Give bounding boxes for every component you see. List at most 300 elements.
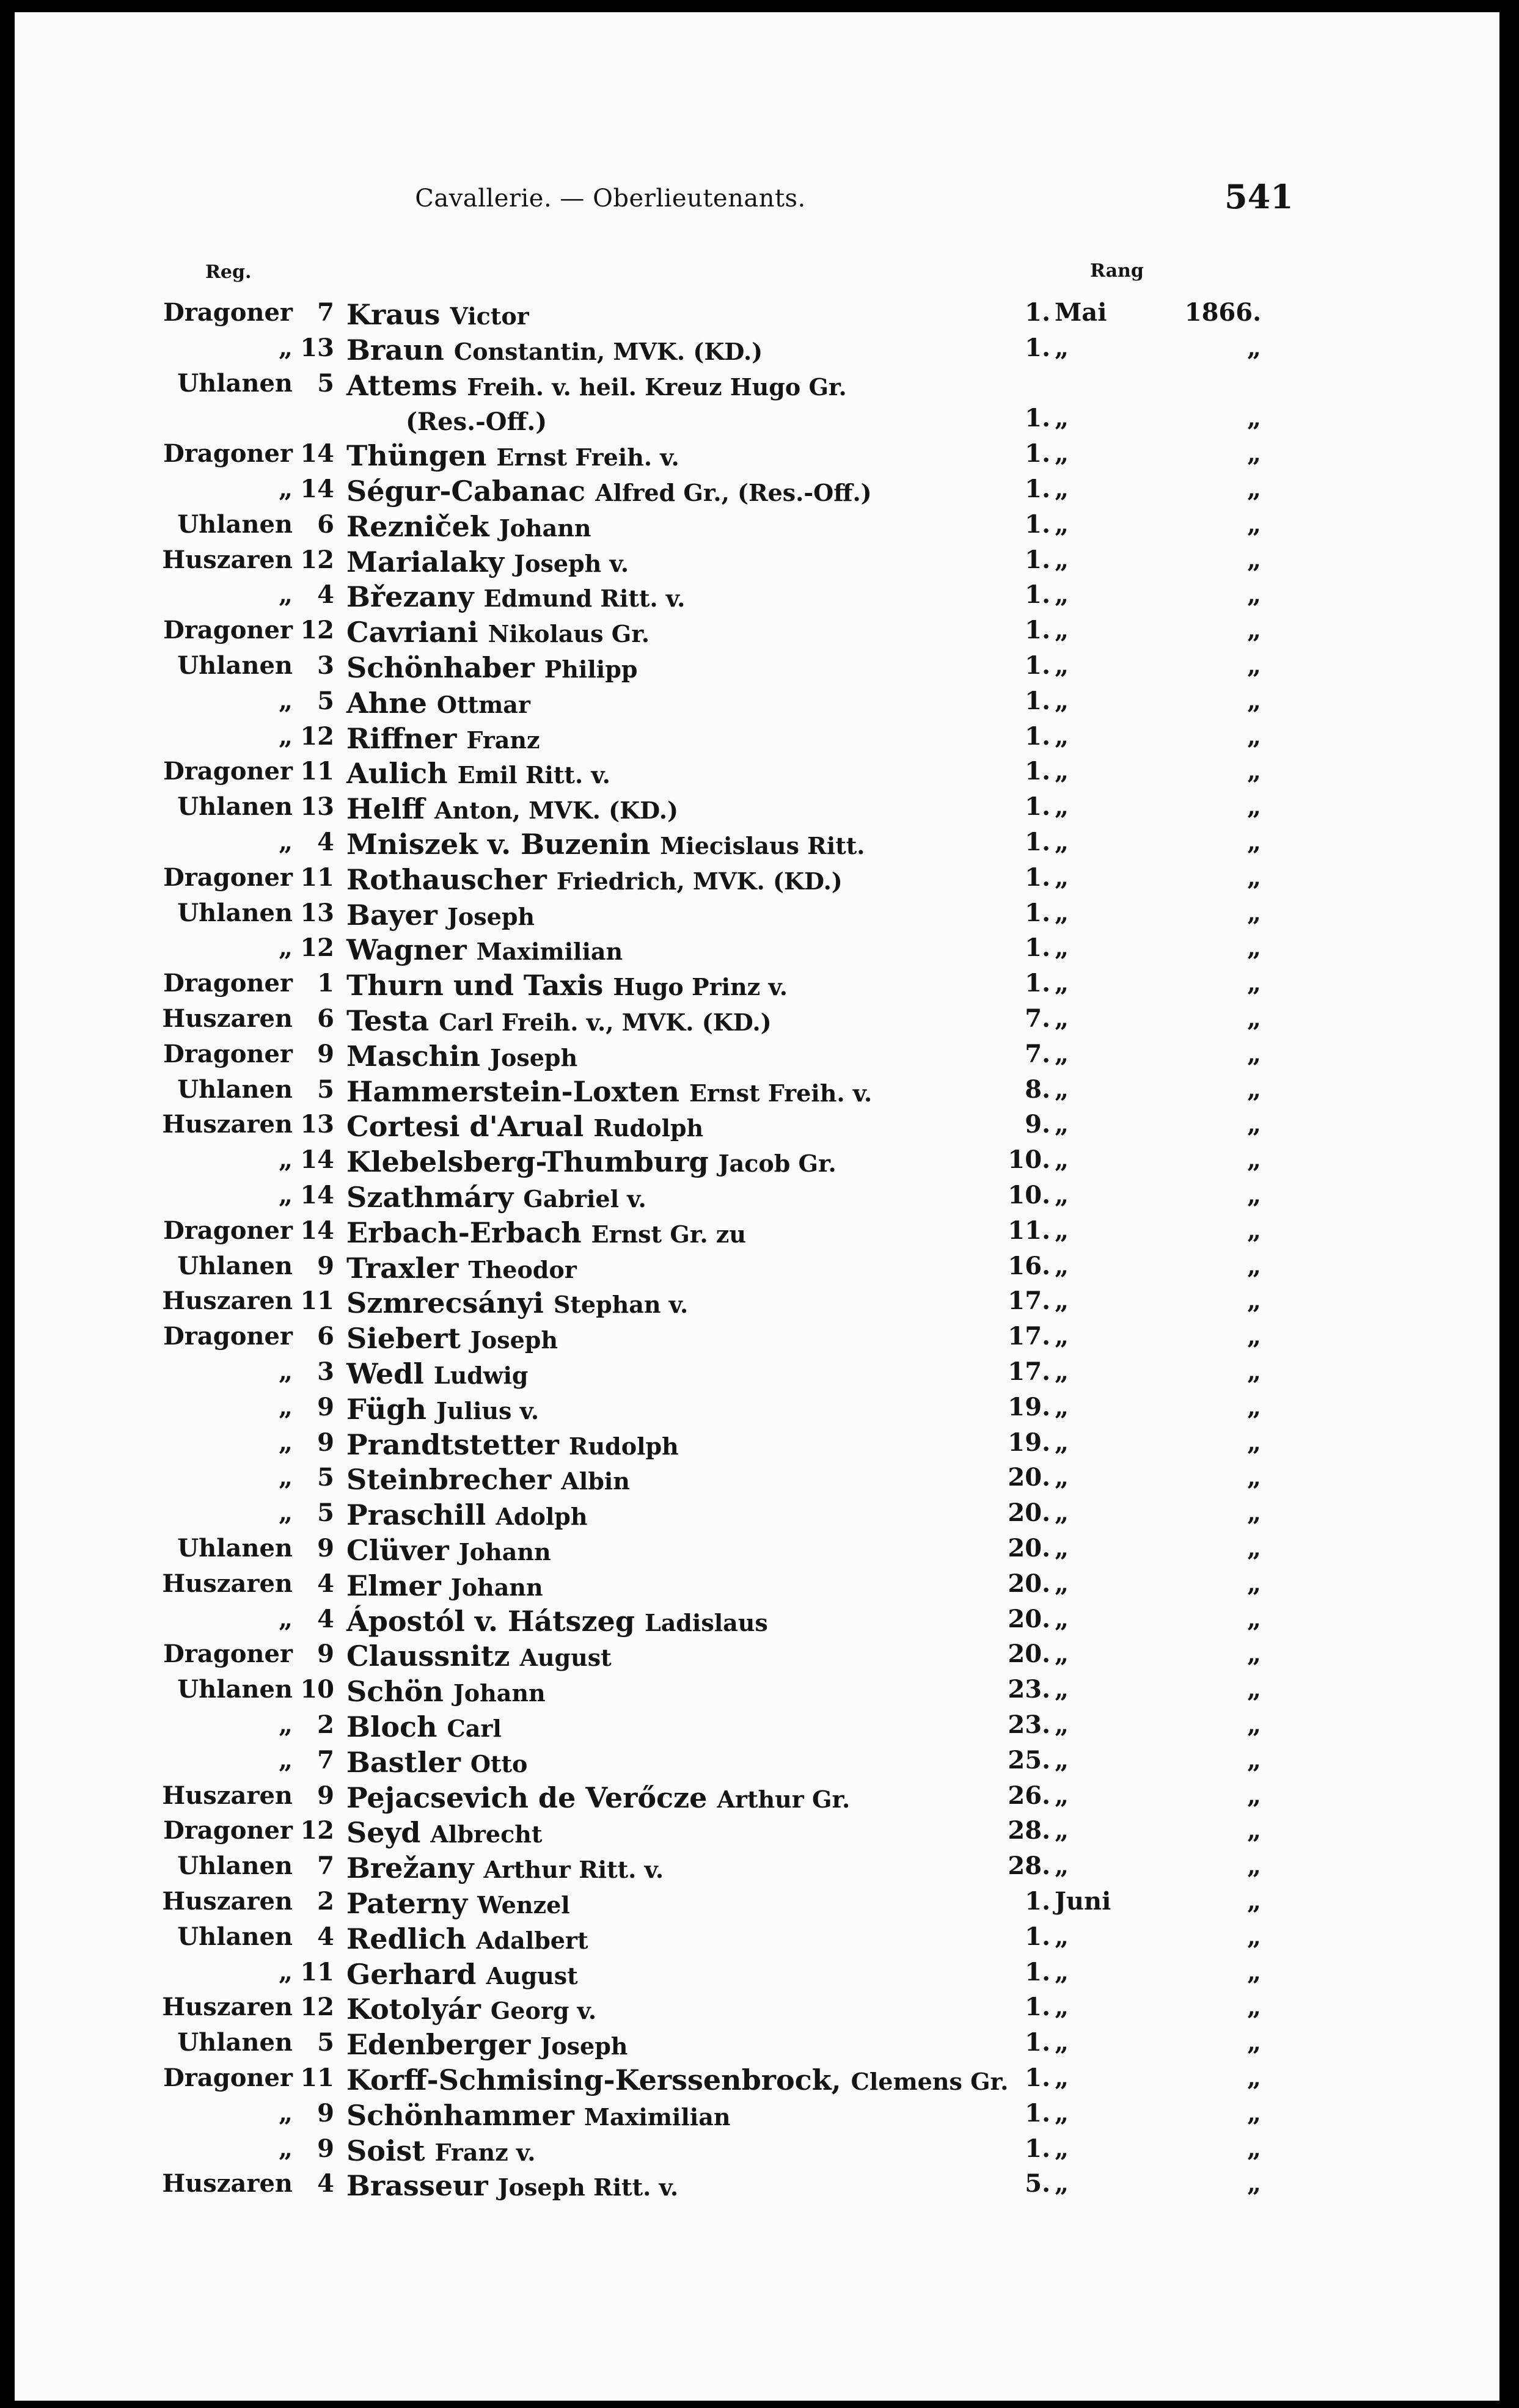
given-name-title: Alfred Gr., (Res.-Off.) [595,479,872,506]
given-name-title: (Res.-Off.) [406,407,547,437]
surname: Ségur-Cabanac [346,475,586,508]
list-item [15,1498,1499,1534]
list-item [15,1110,1499,1145]
regiment-number: 4 [317,1922,334,1951]
regiment-type: Dragoner [163,1816,293,1845]
rank-day: 23. [1008,1675,1050,1704]
regiment-type: Uhlanen [177,651,293,680]
regiment-type: Uhlanen [177,1922,293,1951]
regiment-type: Uhlanen [177,792,293,822]
given-name-title: Franz [466,726,540,754]
list-item [15,651,1499,687]
regiment-type: „ [278,1181,293,1209]
regiment-type: Dragoner [163,1322,293,1351]
officer-name [406,404,547,437]
rank-year: „ [1246,1286,1261,1316]
list-item [15,1357,1499,1393]
rank-year: „ [1246,545,1261,574]
list-item [15,2028,1499,2063]
rank-day: 1. [1025,969,1050,998]
regiment-type: „ [278,1145,293,1175]
surname: Szathmáry [346,1181,514,1214]
surname: Kotolyár [346,1993,481,2026]
given-name-title: Arthur Ritt. v. [483,1856,664,1884]
regiment-number: 4 [317,2169,334,2198]
rank-day: 17. [1008,1286,1050,1316]
officer-name [346,1640,612,1673]
surname: Soist [346,2134,425,2167]
rank-year: „ [1246,2169,1261,2198]
rank-year: „ [1246,1675,1261,1704]
officer-name [346,1569,543,1602]
regiment-number: 3 [317,651,334,680]
rank-month: „ [1055,2063,1069,2092]
list-item [15,969,1499,1004]
surname: Paterny [346,1887,468,1920]
list-item [15,616,1499,651]
officer-name [346,933,623,966]
officer-name [346,792,678,825]
officer-name [346,1216,746,1249]
regiment-number: 14 [300,1181,334,1209]
officer-name [346,1110,703,1143]
given-name-title: Edmund Ritt. v. [483,585,686,613]
regiment-number: 11 [300,757,334,786]
rank-year: „ [1246,1922,1261,1951]
officer-name [346,1252,577,1285]
officer-name [346,1428,679,1461]
regiment-type: Huszaren [162,1569,293,1598]
given-name-title: Adalbert [476,1926,588,1954]
regiment-number: 12 [300,616,334,645]
rank-year: „ [1246,721,1261,751]
surname: Gerhard [346,1957,477,1991]
list-item [15,1145,1499,1181]
rank-day: 1. [1025,1957,1050,1987]
regiment-number: 13 [300,333,334,362]
rank-day: 7. [1025,1004,1050,1033]
surname: Březany [346,580,474,614]
rank-day: 1. [1025,439,1050,469]
regiment-type: „ [278,2134,293,2163]
officer-name [346,1710,502,1743]
given-name-title: Stephan v. [553,1291,689,1319]
regiment-number: 9 [317,2098,334,2128]
list-item [15,1004,1499,1040]
given-name-title: Johann [499,514,591,542]
officer-name [346,1004,772,1037]
regiment-number: 10 [300,1675,334,1704]
rank-day: 1. [1025,651,1050,680]
rank-year: „ [1246,2028,1261,2057]
regiment-number: 12 [300,721,334,751]
regiment-number: 9 [317,2134,334,2163]
rank-day: 17. [1008,1357,1050,1386]
rank-month: „ [1055,721,1069,751]
surname: Clüver [346,1534,449,1567]
regiment-type: Huszaren [162,1286,293,1316]
surname: Rezniček [346,509,489,543]
surname: Maschin [346,1039,480,1073]
given-name-title: Joseph [470,1326,558,1354]
rank-month: „ [1055,1181,1069,1209]
officer-name [346,1534,551,1567]
officer-name [346,2063,1008,2096]
given-name-title: Jacob Gr. [718,1150,836,1178]
regiment-type: Dragoner [163,1640,293,1669]
list-item [15,863,1499,899]
regiment-type: „ [278,933,293,963]
rank-day: 1. [1025,863,1050,892]
surname: Brežany [346,1852,474,1885]
rank-month: „ [1055,1710,1069,1739]
surname: Seyd [346,1816,421,1850]
rank-month: „ [1055,1922,1069,1951]
regiment-type: „ [278,1604,293,1633]
rank-month: „ [1055,1251,1069,1280]
regiment-number: 12 [300,545,334,574]
surname: Ahne [346,686,427,720]
officer-name [346,1993,596,2026]
list-item [15,1816,1499,1852]
reg-column-header: Reg. [205,261,252,283]
regiment-number: 2 [317,1710,334,1739]
rank-month: „ [1055,828,1069,856]
rank-year: „ [1246,333,1261,362]
rank-month: „ [1055,1604,1069,1633]
rank-month: „ [1055,1392,1069,1421]
list-item [15,475,1499,510]
officer-name [346,2169,678,2202]
surname: Schönhammer [346,2098,574,2132]
regiment-number: 9 [317,1251,334,1280]
given-name-title: Johann [458,1538,551,1566]
regiment-type: „ [278,580,293,610]
surname: Hammerstein-Loxten [346,1074,679,1108]
list-item [15,545,1499,581]
list-item [15,1605,1499,1640]
regiment-number: 11 [300,863,334,892]
regiment-type: „ [278,721,293,751]
surname: Steinbrecher [346,1463,552,1497]
officer-name [346,828,865,861]
rank-year: „ [1246,1251,1261,1280]
given-name-title: Ernst Gr. zu [591,1220,746,1248]
surname: Erbach-Erbach [346,1216,582,1249]
rank-day: 1. [1025,1887,1050,1916]
rank-month: „ [1055,1781,1069,1810]
rank-year: „ [1246,1357,1261,1386]
regiment-number: 5 [317,1498,334,1528]
rank-year: „ [1246,2098,1261,2128]
list-item [15,404,1499,439]
officer-list [15,12,1499,2401]
regiment-number: 5 [317,2028,334,2057]
rank-month: „ [1055,1004,1069,1033]
rank-year: „ [1246,580,1261,610]
rank-month: „ [1055,1675,1069,1704]
given-name-title: Wenzel [477,1891,570,1919]
rank-month: „ [1055,757,1069,786]
list-item [15,1746,1499,1781]
rank-year: 1866. [1184,298,1261,327]
list-item [15,1286,1499,1322]
officer-name [346,1075,872,1108]
rank-day: 1. [1025,509,1050,539]
list-item [15,792,1499,828]
given-name-title: Gabriel v. [523,1185,646,1213]
regiment-type: Dragoner [163,439,293,469]
surname: Praschill [346,1498,486,1532]
rank-month: „ [1055,333,1069,362]
rank-year: „ [1246,2134,1261,2163]
given-name-title: Clemens Gr. [851,2068,1009,2095]
given-name-title: Joseph Ritt. v. [497,2173,679,2202]
regiment-type: Uhlanen [177,1675,293,1704]
regiment-type: Uhlanen [177,1074,293,1104]
surname: Wagner [346,933,467,967]
officer-name [346,1286,688,1319]
surname: Pejacsevich de Verőcze [346,1781,708,1814]
book-page [15,12,1499,2401]
surname: Kraus [346,298,441,331]
rank-year: „ [1246,1428,1261,1457]
regiment-number: 5 [317,686,334,715]
officer-name [346,1887,570,1920]
list-item [15,1852,1499,1887]
rank-year: „ [1246,1039,1261,1068]
rank-year: „ [1246,1604,1261,1633]
rank-day: 1. [1025,898,1050,927]
given-name-title: Ernst Freih. v. [689,1079,873,1107]
officer-name [346,616,650,649]
regiment-number: 6 [317,1322,334,1351]
rank-year: „ [1246,1957,1261,1987]
rank-month: „ [1055,1993,1069,2022]
regiment-number: 13 [300,792,334,822]
rank-year: „ [1246,1993,1261,2022]
rank-year: „ [1246,1110,1261,1139]
rank-month: „ [1055,2134,1069,2163]
regiment-type: Uhlanen [177,1534,293,1563]
list-item [15,1216,1499,1252]
rank-year: „ [1246,1322,1261,1351]
rank-day: 1. [1025,686,1050,715]
regiment-number: 7 [317,1852,334,1881]
given-name-title: Arthur Gr. [717,1785,851,1813]
rank-month: „ [1055,545,1069,574]
surname: Elmer [346,1569,441,1602]
rank-year: „ [1246,1463,1261,1492]
rank-year: „ [1246,1392,1261,1421]
rank-year: „ [1246,792,1261,822]
list-item [15,1640,1499,1675]
surname: Cortesi d'Arual [346,1110,584,1144]
rank-year: „ [1246,1852,1261,1881]
officer-name [346,1605,768,1638]
regiment-number: 4 [317,580,334,610]
surname: Aulich [346,757,448,790]
officer-name [346,510,591,543]
surname: Klebelsberg-Thumburg [346,1145,709,1179]
list-item [15,2134,1499,2170]
surname: Bloch [346,1710,437,1743]
given-name-title: Albin [561,1467,630,1495]
given-name-title: Nikolaus Gr. [488,620,650,648]
regiment-number: 14 [300,439,334,469]
regiment-number: 3 [317,1357,334,1386]
regiment-number: 2 [317,1887,334,1916]
rank-month: „ [1055,1498,1069,1528]
regiment-number: 5 [317,1074,334,1104]
rank-day: 26. [1008,1781,1050,1810]
rank-day: 20. [1008,1569,1050,1598]
officer-name [346,2099,730,2132]
list-item [15,1675,1499,1710]
list-item [15,369,1499,404]
regiment-number: 4 [317,828,334,856]
rank-month: „ [1055,580,1069,610]
regiment-number: 9 [317,1781,334,1810]
list-item [15,2063,1499,2099]
list-item [15,1181,1499,1216]
rank-day: 20. [1008,1498,1050,1528]
rank-day: 10. [1008,1145,1050,1175]
given-name-title: Hugo Prinz v. [613,973,788,1001]
regiment-type: „ [278,1745,293,1775]
surname: Brasseur [346,2169,488,2203]
officer-name [346,1816,542,1849]
rank-year: „ [1246,1569,1261,1598]
surname: Siebert [346,1322,461,1355]
rank-day: 1. [1025,721,1050,751]
list-item [15,1993,1499,2028]
rank-year: „ [1246,475,1261,503]
rank-month: „ [1055,1816,1069,1845]
rank-day: 10. [1008,1181,1050,1209]
rank-month: „ [1055,439,1069,469]
rank-month: „ [1055,1428,1069,1457]
rank-year: „ [1246,1640,1261,1669]
rank-day: 1. [1025,404,1050,433]
regiment-type: Dragoner [163,1039,293,1068]
officer-name [346,757,610,790]
list-item [15,510,1499,545]
regiment-number: 12 [300,1816,334,1845]
officer-name [346,1958,578,1991]
officer-name [346,687,530,720]
rank-month: „ [1055,1039,1069,1068]
surname: Bayer [346,898,437,932]
given-name-title: Maximilian [584,2103,731,2131]
regiment-type: „ [278,1710,293,1739]
given-name-title: Carl [447,1715,502,1742]
rank-year: „ [1246,1534,1261,1563]
running-head: Cavallerie. — Oberlieutenants. [415,184,806,213]
rank-day: 16. [1008,1251,1050,1280]
rank-month: „ [1055,1745,1069,1775]
given-name-title: August [519,1644,612,1672]
list-item [15,722,1499,757]
regiment-number: 7 [317,1745,334,1775]
regiment-number: 6 [317,509,334,539]
regiment-number: 1 [317,969,334,998]
rank-year: „ [1246,1781,1261,1810]
surname: Traxler [346,1251,459,1285]
list-item [15,828,1499,863]
given-name-title: Theodor [468,1255,577,1283]
regiment-type: „ [278,333,293,362]
given-name-title: Ludwig [433,1362,529,1389]
regiment-type: Dragoner [163,2063,293,2092]
rank-day: 7. [1025,1039,1050,1068]
officer-name [346,439,679,472]
regiment-type: Uhlanen [177,1251,293,1280]
officer-name [346,1145,836,1178]
rank-day: 1. [1025,933,1050,963]
rank-day: 1. [1025,2028,1050,2057]
rank-month: „ [1055,1145,1069,1175]
regiment-type: Dragoner [163,616,293,645]
regiment-type: Huszaren [162,1110,293,1139]
rank-month: Juni [1055,1887,1111,1916]
surname: Edenberger [346,2028,531,2062]
regiment-type: „ [278,2098,293,2128]
given-name-title: Franz v. [434,2138,536,2166]
officer-name [346,899,535,932]
rank-year: „ [1246,863,1261,892]
rank-month: „ [1055,686,1069,715]
given-name-title: Victor [450,302,529,330]
surname: Claussnitz [346,1640,510,1673]
given-name-title: Joseph [490,1043,578,1071]
regiment-type: „ [278,1392,293,1421]
rank-year: „ [1246,1887,1261,1916]
rank-day: 1. [1025,580,1050,610]
surname: Mniszek v. Buzenin [346,828,651,861]
list-item [15,933,1499,969]
rank-day: 1. [1025,298,1050,327]
regiment-type: Uhlanen [177,898,293,927]
list-item [15,1781,1499,1817]
rank-day: 28. [1008,1816,1050,1845]
given-name-title: Rudolph [593,1114,704,1142]
rank-year: „ [1246,969,1261,998]
rank-year: „ [1246,757,1261,786]
surname: Prandtstetter [346,1428,559,1461]
surname: Schön [346,1675,444,1709]
rank-year: „ [1246,651,1261,680]
regiment-number: 11 [300,1286,334,1316]
officer-name [346,1781,850,1814]
regiment-number: 11 [300,2063,334,2092]
rank-day: 1. [1025,475,1050,503]
list-item [15,1569,1499,1605]
given-name-title: Constantin, MVK. (KD.) [453,337,763,365]
regiment-number: 14 [300,1145,334,1175]
rank-month: Mai [1055,298,1107,327]
regiment-type: Dragoner [163,863,293,892]
rank-month: „ [1055,2169,1069,2198]
officer-name [346,475,872,508]
officer-name [346,2028,628,2061]
list-item [15,1958,1499,1993]
rank-day: 1. [1025,1922,1050,1951]
rank-day: 1. [1025,757,1050,786]
officer-name [346,1746,527,1779]
list-item [15,1710,1499,1746]
officer-name [346,969,788,1002]
